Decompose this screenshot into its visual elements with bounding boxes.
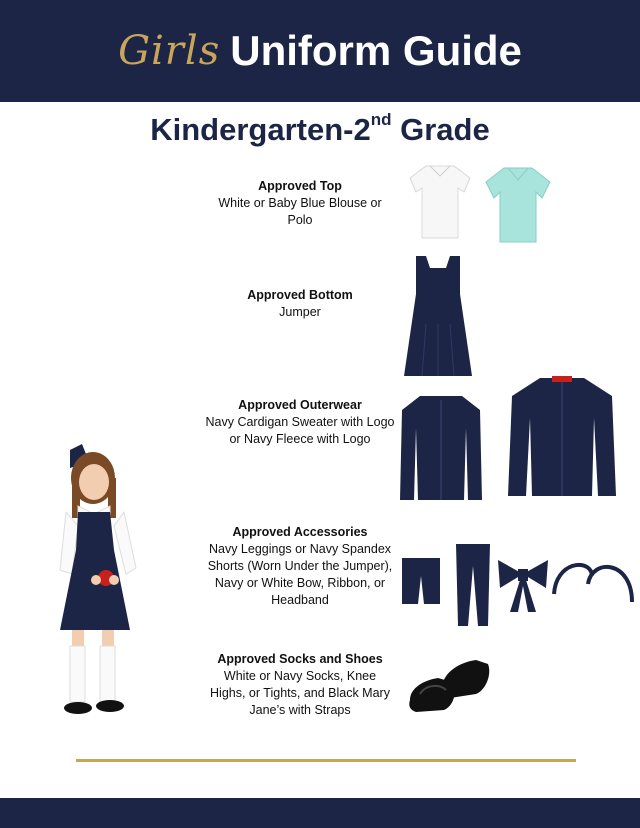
section-description: White or Navy Socks, Knee Highs, or Tights, and Black Mary Jane’s with Straps (210, 669, 390, 717)
grade-heading-main: Kindergarten-2 (150, 112, 371, 147)
navy-fleece-image (506, 374, 618, 500)
section-approved-outerwear (205, 397, 395, 448)
section-approved-bottom (205, 287, 395, 321)
navy-jumper-image (402, 254, 474, 378)
brand-logo-text: Girls (118, 28, 221, 74)
section-label: Approved Accessories (232, 525, 368, 539)
grade-heading-suffix: nd (370, 109, 392, 129)
baby-blue-polo-image (484, 164, 552, 244)
section-description: White or Baby Blue Blouse or Polo (218, 196, 382, 227)
section-label: Approved Bottom (247, 288, 353, 302)
page-title: Uniform Guide (230, 27, 522, 74)
section-label: Approved Outerwear (238, 398, 362, 412)
navy-leggings-image (454, 542, 492, 628)
footer-bar (0, 798, 640, 828)
section-label: Approved Top (258, 179, 342, 193)
section-approved-accessories (205, 524, 395, 609)
section-description: Navy Leggings or Navy Spandex Shorts (Worn Under the Jumper), Navy or White Bow, Ribbon, or Headband (207, 542, 393, 607)
white-blouse-image (408, 162, 472, 242)
section-label: Approved Socks and Shoes (217, 652, 383, 666)
section-description: Navy Cardigan Sweater with Logo or Navy Fleece with Logo (205, 415, 395, 446)
navy-spandex-shorts-image (400, 556, 442, 606)
gold-divider (76, 759, 576, 762)
navy-headband-image (548, 554, 636, 612)
navy-cardigan-image (398, 392, 484, 504)
mary-jane-shoes-image (406, 654, 492, 718)
grade-heading (0, 109, 640, 148)
girl-in-uniform-image (48, 440, 148, 725)
header-banner (0, 0, 640, 102)
navy-bow-image (496, 556, 550, 614)
section-approved-top (205, 178, 395, 229)
section-description: Jumper (279, 305, 321, 319)
grade-heading-end: Grade (391, 112, 490, 147)
section-approved-socks-shoes (205, 651, 395, 719)
